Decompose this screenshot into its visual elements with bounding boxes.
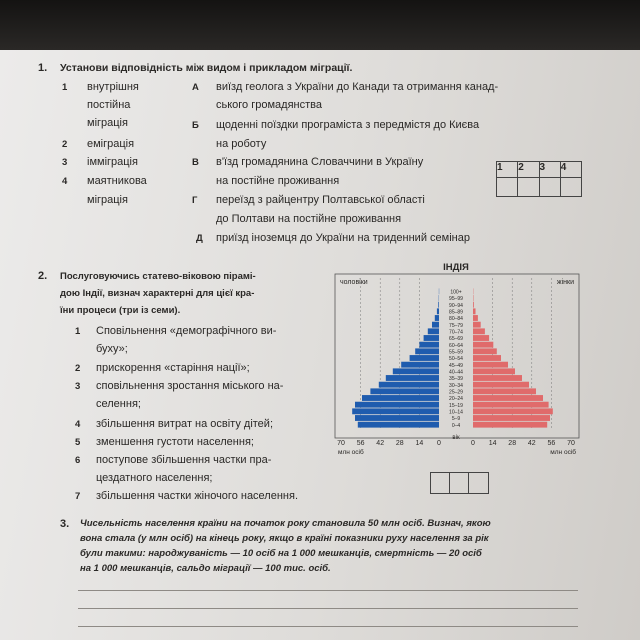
age-label: 60–64 [449,342,463,349]
age-label: 0–4 [451,422,461,429]
male-bar-60–64 [419,342,439,348]
male-bar-5–9 [355,415,439,421]
female-bar-65–69 [473,335,489,341]
age-labels [449,289,463,428]
q1-answer-header-3: 3 [540,162,561,178]
age-label: 85–89 [449,309,463,316]
q2-number: 2. [38,270,48,282]
q2-option-num-3: 3 [75,381,81,392]
q2-option-1-line2: буху»; [96,343,128,355]
age-label: 65–69 [449,336,463,343]
x-tick-right: 0 [471,440,475,447]
female-bar-60–64 [473,342,493,348]
male-bar-75–79 [432,322,439,328]
male-bar-45–49 [401,362,439,368]
q1-right-d-line1: приїзд іноземця до України на триденний семінар [216,232,470,244]
male-bar-10–14 [352,408,439,414]
female-bar-55–59 [473,348,497,354]
q2-option-4-line1: збільшення витрат на освіту дітей; [96,418,273,430]
q1-left-num-2: 2 [62,139,68,150]
x-tick-right: 70 [567,440,575,447]
female-bar-25–29 [473,388,536,394]
q2-option-num-5: 5 [75,437,81,448]
q1-right-letter-g: Г [192,195,198,206]
q1-left-1-line3: міграція [87,117,128,129]
female-bars [473,288,553,427]
age-label: 35–39 [449,376,463,383]
q2-answer-cell-3[interactable] [469,473,488,493]
q3-line3: були такими: народжуваність — 10 осіб на 1 000 мешканців, смертність — 20 осіб [80,548,482,559]
x-tick-left: 28 [395,440,404,447]
male-bar-15–19 [355,402,439,408]
female-bar-0–4 [473,422,547,428]
q3-answer-line-2[interactable] [78,608,578,609]
x-tick-left: 0 [437,440,441,447]
female-bar-15–19 [473,402,549,408]
female-bar-10–14 [473,408,553,414]
q1-answer-input-row[interactable] [497,178,581,196]
male-bars [352,288,439,427]
male-bar-80–84 [435,315,439,321]
india-population-pyramid [332,258,584,458]
q2-option-2-line1: прискорення «старіння нації»; [96,362,250,374]
q1-answer-header-row [497,162,581,178]
male-bar-90–94 [438,302,439,308]
female-bar-90–94 [473,302,474,308]
q2-option-3-line2: селення; [96,398,141,410]
pyramid-right-label: жінки [556,279,574,286]
q2-answer-cell-1[interactable] [431,473,450,493]
q1-number: 1. [38,62,48,74]
age-label: 55–59 [449,349,463,356]
q1-answer-grid [496,161,582,197]
q3-answer-line-1[interactable] [78,590,578,591]
age-label: 30–34 [449,382,463,389]
q2-option-7-line1: збільшення частки жіночого населення. [96,490,299,502]
q1-answer-header-1: 1 [497,162,518,178]
pyramid-left-label: чоловіки [340,279,368,286]
q1-answer-cell-3[interactable] [540,178,561,196]
male-bar-85–89 [437,308,439,314]
x-tick-left: 42 [376,440,385,447]
male-bar-20–24 [362,395,439,401]
male-bar-0–4 [358,422,439,428]
q3-line1: Чисельність населення країни на початок року становила 50 млн осіб. Визнач, якою [80,518,491,529]
q1-right-b-line1: щоденні поїздки програміста з передмістя до Києва [216,119,480,131]
q1-prompt: Установи відповідність між видом і прикладом міграції. [60,62,353,74]
pyramid-xlabel-right: млн осіб [550,449,576,456]
female-bar-40–44 [473,368,515,374]
q1-answer-header-4: 4 [560,161,567,173]
female-bar-20–24 [473,395,543,401]
male-bar-25–29 [370,388,439,394]
female-bar-50–54 [473,355,501,361]
q3-line2: вона стала (у млн осіб) на кінець року, якщо в країні показники руху населення за рік [80,533,489,544]
x-tick-left: 70 [337,440,345,447]
q2-answer-grid[interactable] [430,472,489,494]
q1-left-4-line1: маятникова [87,175,147,187]
q2-option-num-7: 7 [75,491,81,502]
female-bar-30–34 [473,382,529,388]
male-bar-55–59 [415,348,439,354]
age-label: 20–24 [449,396,463,403]
q1-right-v-line1: в'їзд громадянина Словаччини в Україну [216,156,424,168]
q1-right-letter-v: В [192,157,199,168]
q1-right-g-line2: до Полтави на постійне проживання [216,213,402,225]
q2-option-num-6: 6 [75,455,81,466]
male-bar-50–54 [410,355,439,361]
screen-bezel [0,0,640,50]
q2-option-num-1: 1 [75,326,81,337]
pyramid-xlabel-left: млн осіб [338,449,364,456]
q2-option-3-line1: сповільнення зростання міського на- [96,380,284,392]
q3-line4: на 1 000 мешканців, сальдо міграції — 100 тис. осіб. [80,563,331,574]
q1-left-num-1: 1 [62,82,68,93]
age-label: 40–44 [449,369,463,376]
female-bar-5–9 [473,415,550,421]
female-bar-35–39 [473,375,522,381]
q1-left-num-4: 4 [62,176,68,187]
q1-answer-cell-1[interactable] [497,178,518,196]
q2-option-6-line2: цездатного населення; [96,472,213,484]
q1-right-letter-a: А [192,82,199,93]
age-label: 70–74 [449,329,463,336]
q1-answer-cell-4[interactable] [561,178,581,196]
age-label: 45–49 [449,362,463,369]
q1-right-letter-d: Д [196,233,203,244]
q1-right-a-line2: ського громадянства [216,99,322,111]
male-bar-30–34 [379,382,439,388]
male-bar-40–44 [393,368,439,374]
male-bar-35–39 [386,375,439,381]
q1-right-v-line2: на постійне проживання [216,175,340,187]
male-bar-70–74 [428,328,439,334]
age-label: 15–19 [449,402,463,409]
q2-answer-cell-2[interactable] [450,473,469,493]
pyramid-vik-label: вік [452,435,460,441]
x-tick-left: 14 [415,440,424,447]
q1-left-2-line1: еміграція [87,138,135,150]
x-tick-left: 56 [356,440,365,447]
q1-answer-cell-2[interactable] [518,178,539,196]
q2-option-num-2: 2 [75,363,81,374]
q1-left-4-line2: міграція [87,194,128,206]
q1-answer-header-2: 2 [518,162,539,178]
q2-option-6-line1: поступове збільшення частки пра- [96,454,272,466]
male-bar-65–69 [424,335,439,341]
age-label: 25–29 [449,389,463,396]
x-tick-right: 28 [508,440,517,447]
female-bar-80–84 [473,315,478,321]
female-bar-70–74 [473,328,485,334]
age-label: 100+ [450,289,462,296]
x-tick-right: 56 [547,440,556,447]
q3-answer-line-3[interactable] [78,626,578,627]
age-label: 50–54 [449,356,463,363]
q2-option-5-line1: зменшення густоти населення; [96,436,254,448]
age-label: 5–9 [451,416,461,423]
q2-prompt-line2: дою Індії, визнач характерні для цієї кра- [60,288,255,299]
female-bar-45–49 [473,362,508,368]
female-bar-85–89 [473,308,476,314]
female-bar-75–79 [473,322,481,328]
q2-prompt-line1: Послуговуючись статево-віковою пірамі- [60,271,256,282]
x-tick-right: 42 [527,440,536,447]
q2-option-1-line1: Сповільнення «демографічного ви- [96,325,277,337]
q1-right-g-line1: переїзд з райцентру Полтавської області [216,194,425,206]
age-label: 10–14 [449,409,463,416]
q1-left-1-line2: постійна [87,99,131,111]
q1-right-a-line1: виїзд геолога з України до Канади та отримання канад- [216,81,499,93]
q1-right-b-line2: на роботу [216,138,267,150]
q3-number: 3. [60,518,70,530]
q1-left-3-line1: імміграція [87,156,138,168]
x-tick-right: 14 [488,440,497,447]
pyramid-title: ІНДІЯ [443,262,469,273]
q1-right-letter-b: Б [192,120,199,131]
age-label: 90–94 [449,302,463,309]
q2-option-num-4: 4 [75,419,81,430]
age-label: 75–79 [449,322,463,329]
x-tick-labels [337,440,575,447]
q1-left-1-line1: внутрішня [87,81,139,93]
q2-prompt-line3: їни процеси (три із семи). [60,305,181,316]
q1-left-num-3: 3 [62,157,68,168]
age-label: 80–84 [449,316,463,323]
age-label: 95–99 [449,296,463,303]
